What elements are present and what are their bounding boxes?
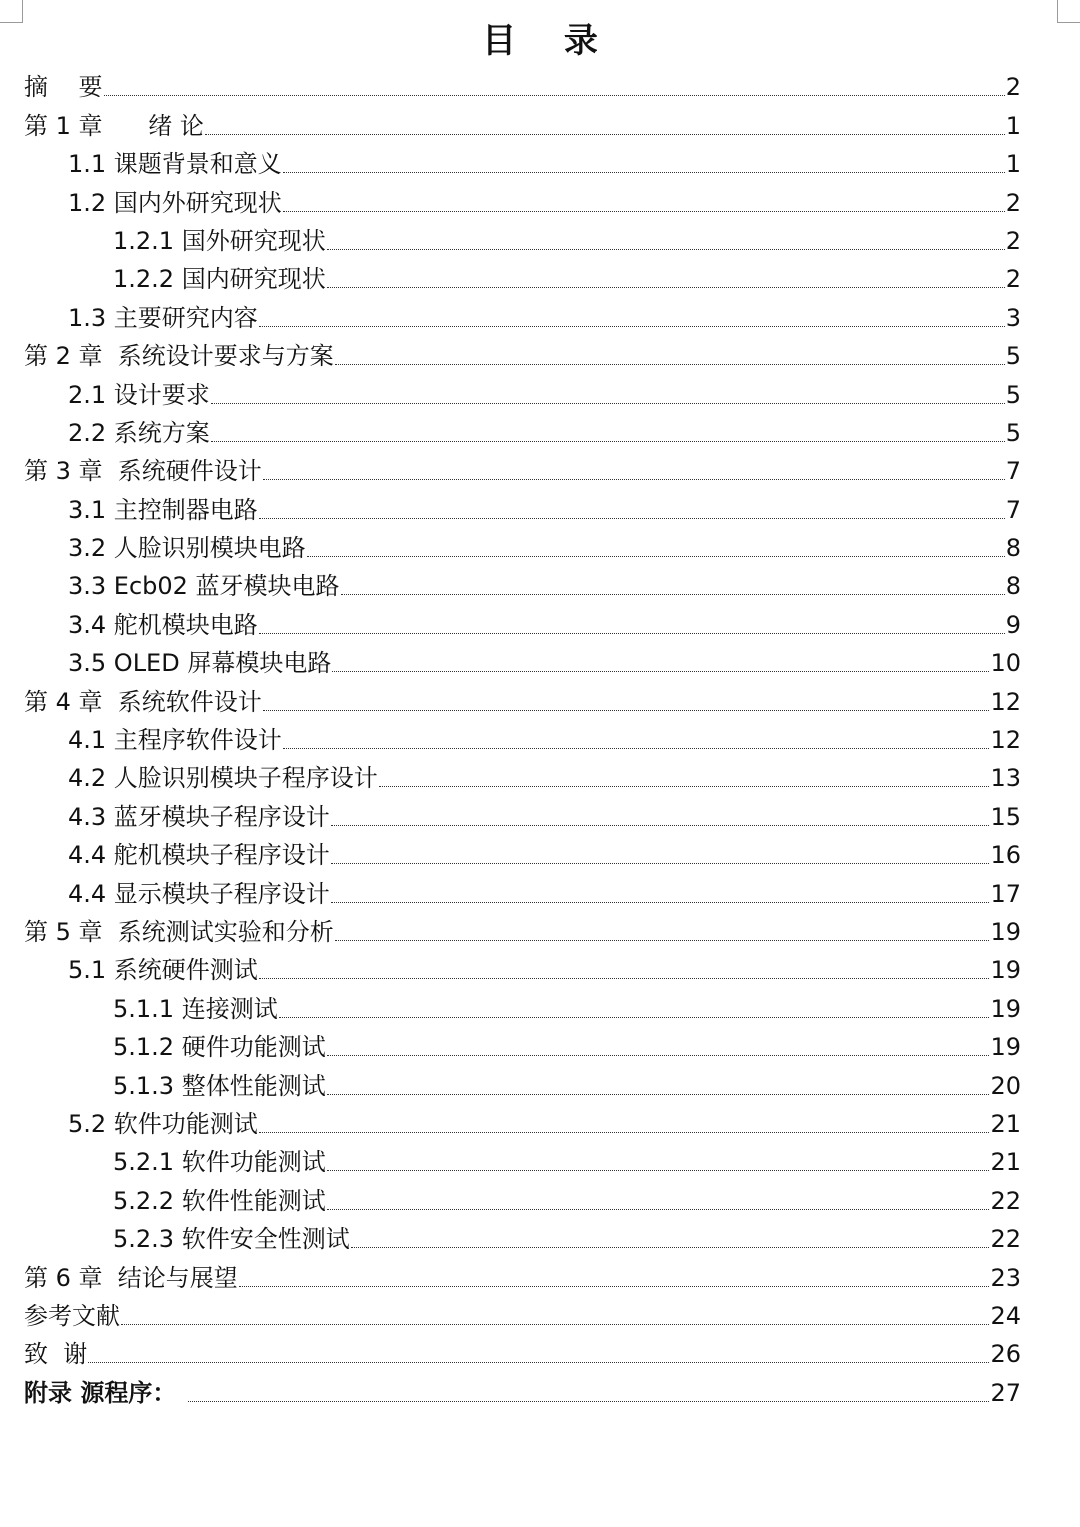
toc-dot-leader (279, 1017, 990, 1018)
toc-entry-label: 3.4 舵机模块电路 (68, 610, 258, 639)
toc-entry-page-number: 12 (990, 726, 1021, 755)
toc-entry[interactable] (24, 985, 1021, 1023)
toc-dot-leader (331, 863, 990, 864)
toc-entry-label: 致 谢 (24, 1340, 88, 1369)
toc-entry[interactable] (24, 486, 1021, 524)
toc-entry-page-number: 1 (1005, 150, 1021, 179)
toc-entry-label: 5.2.1 软件功能测试 (113, 1148, 326, 1177)
toc-entry-label: 4.4 显示模块子程序设计 (68, 879, 330, 908)
toc-entry-label: 2.2 系统方案 (68, 418, 210, 447)
toc-dot-leader (307, 556, 1005, 557)
toc-dot-leader (327, 249, 1005, 250)
toc-dot-leader (188, 1401, 989, 1402)
toc-entry[interactable] (24, 601, 1021, 639)
toc-dot-leader (263, 710, 990, 711)
toc-entry-label: 3.2 人脸识别模块电路 (68, 534, 306, 563)
toc-entry-label: 摘 要 (24, 73, 103, 102)
toc-entry[interactable] (24, 64, 1021, 102)
toc-entry-label: 参考文献 (24, 1301, 120, 1330)
toc-entry-label: 1.2.1 国外研究现状 (113, 226, 326, 255)
toc-entry[interactable] (24, 678, 1021, 716)
toc-entry[interactable] (24, 141, 1021, 179)
toc-entry[interactable] (24, 371, 1021, 409)
toc-entry[interactable] (24, 218, 1021, 256)
toc-entry-page-number: 2 (1005, 188, 1021, 217)
table-of-contents (24, 64, 1021, 1408)
toc-entry-page-number: 19 (990, 994, 1021, 1023)
toc-entry[interactable] (24, 179, 1021, 217)
toc-dot-leader (259, 1132, 990, 1133)
toc-entry[interactable] (24, 793, 1021, 831)
toc-entry-page-number: 21 (990, 1109, 1021, 1138)
toc-entry-page-number: 12 (990, 687, 1021, 716)
toc-entry[interactable] (24, 1177, 1021, 1215)
toc-entry-label: 5.1.3 整体性能测试 (113, 1071, 326, 1100)
toc-entry-label: 5.2.3 软件安全性测试 (113, 1225, 350, 1254)
toc-entry-page-number: 27 (990, 1378, 1021, 1407)
toc-dot-leader (327, 287, 1005, 288)
toc-dot-leader (332, 671, 989, 672)
toc-entry-label: 4.2 人脸识别模块子程序设计 (68, 764, 378, 793)
toc-entry[interactable] (24, 525, 1021, 563)
toc-entry[interactable] (24, 102, 1021, 140)
toc-entry-page-number: 7 (1005, 457, 1021, 486)
toc-entry[interactable] (24, 832, 1021, 870)
toc-entry-page-number: 2 (1005, 265, 1021, 294)
toc-dot-leader (211, 403, 1005, 404)
toc-dot-leader (283, 748, 990, 749)
toc-entry[interactable] (24, 410, 1021, 448)
toc-entry[interactable] (24, 1216, 1021, 1254)
toc-entry-page-number: 3 (1005, 303, 1021, 332)
toc-dot-leader (104, 95, 1005, 96)
toc-dot-leader (341, 594, 1005, 595)
toc-entry-page-number: 9 (1005, 610, 1021, 639)
toc-entry-page-number: 24 (990, 1301, 1021, 1330)
toc-entry-label: 2.1 设计要求 (68, 380, 210, 409)
toc-dot-leader (88, 1362, 989, 1363)
toc-dot-leader (351, 1247, 990, 1248)
toc-entry-label: 第 1 章 绪 论 (24, 111, 204, 140)
toc-entry[interactable] (24, 256, 1021, 294)
toc-entry-label: 1.2 国内外研究现状 (68, 188, 282, 217)
toc-entry-label: 3.5 OLED 屏幕模块电路 (68, 649, 332, 678)
toc-dot-leader (331, 902, 990, 903)
toc-entry-label: 3.3 Ecb02 蓝牙模块电路 (68, 572, 340, 601)
toc-entry[interactable] (24, 870, 1021, 908)
toc-dot-leader (205, 134, 1005, 135)
toc-dot-leader (263, 479, 1005, 480)
toc-entry-label: 4.1 主程序软件设计 (68, 726, 282, 755)
toc-entry-label: 5.1 系统硬件测试 (68, 956, 258, 985)
toc-entry-page-number: 16 (990, 841, 1021, 870)
toc-entry[interactable] (24, 1331, 1021, 1369)
toc-entry-page-number: 22 (990, 1225, 1021, 1254)
toc-dot-leader (259, 518, 1005, 519)
toc-dot-leader (283, 172, 1005, 173)
toc-entry[interactable] (24, 755, 1021, 793)
toc-dot-leader (335, 940, 990, 941)
toc-entry[interactable] (24, 1139, 1021, 1177)
toc-entry[interactable] (24, 563, 1021, 601)
toc-entry-page-number: 2 (1005, 73, 1021, 102)
toc-entry[interactable] (24, 1101, 1021, 1139)
toc-entry-page-number: 7 (1005, 495, 1021, 524)
toc-entry-label: 5.1.2 硬件功能测试 (113, 1033, 326, 1062)
toc-entry-page-number: 8 (1005, 534, 1021, 563)
toc-entry-label: 第 2 章 系统设计要求与方案 (24, 342, 334, 371)
toc-entry[interactable] (24, 294, 1021, 332)
toc-entry-label: 5.2 软件功能测试 (68, 1109, 258, 1138)
toc-entry-label: 1.2.2 国内研究现状 (113, 265, 326, 294)
toc-dot-leader (335, 364, 1005, 365)
toc-entry-label: 3.1 主控制器电路 (68, 495, 258, 524)
toc-entry[interactable] (24, 717, 1021, 755)
toc-entry-label: 4.3 蓝牙模块子程序设计 (68, 802, 330, 831)
toc-entry-label: 第 6 章 结论与展望 (24, 1263, 238, 1292)
toc-entry-label: 1.1 课题背景和意义 (68, 150, 282, 179)
toc-dot-leader (327, 1055, 990, 1056)
toc-entry-page-number: 13 (990, 764, 1021, 793)
toc-entry-page-number: 21 (990, 1148, 1021, 1177)
toc-entry[interactable] (24, 448, 1021, 486)
toc-dot-leader (259, 326, 1005, 327)
toc-entry-page-number: 19 (990, 956, 1021, 985)
toc-entry[interactable] (24, 1254, 1021, 1292)
toc-dot-leader (239, 1286, 990, 1287)
toc-entry[interactable] (24, 1293, 1021, 1331)
toc-entry-page-number: 5 (1005, 380, 1021, 409)
toc-entry[interactable] (24, 909, 1021, 947)
toc-entry[interactable] (24, 1024, 1021, 1062)
toc-entry-label: 附录 源程序： (24, 1378, 177, 1407)
toc-dot-leader (327, 1094, 990, 1095)
toc-dot-leader (379, 786, 990, 787)
toc-entry-page-number: 19 (990, 917, 1021, 946)
toc-entry-page-number: 17 (990, 879, 1021, 908)
toc-dot-leader (121, 1324, 989, 1325)
toc-entry[interactable] (24, 947, 1021, 985)
toc-dot-leader (327, 1170, 990, 1171)
toc-entry[interactable] (24, 1369, 1021, 1407)
toc-dot-leader (327, 1209, 990, 1210)
toc-entry-page-number: 26 (990, 1340, 1021, 1369)
toc-dot-leader (331, 825, 990, 826)
toc-entry-page-number: 20 (990, 1071, 1021, 1100)
toc-entry-label: 4.4 舵机模块子程序设计 (68, 841, 330, 870)
toc-entry[interactable] (24, 1062, 1021, 1100)
page-title: 目 录 (482, 21, 616, 61)
toc-entry-page-number: 1 (1005, 111, 1021, 140)
toc-entry-page-number: 8 (1005, 572, 1021, 601)
toc-dot-leader (259, 978, 990, 979)
toc-entry-page-number: 19 (990, 1033, 1021, 1062)
toc-dot-leader (259, 633, 1005, 634)
toc-entry-page-number: 10 (990, 649, 1021, 678)
toc-entry-label: 5.1.1 连接测试 (113, 994, 278, 1023)
toc-entry-page-number: 5 (1005, 342, 1021, 371)
toc-entry-page-number: 2 (1005, 226, 1021, 255)
toc-entry-page-number: 5 (1005, 418, 1021, 447)
toc-entry-label: 第 3 章 系统硬件设计 (24, 457, 262, 486)
toc-entry[interactable] (24, 333, 1021, 371)
toc-entry-label: 第 5 章 系统测试实验和分析 (24, 917, 334, 946)
toc-entry-page-number: 22 (990, 1186, 1021, 1215)
toc-entry-label: 5.2.2 软件性能测试 (113, 1186, 326, 1215)
toc-dot-leader (283, 211, 1005, 212)
toc-entry-page-number: 23 (990, 1263, 1021, 1292)
toc-entry-label: 第 4 章 系统软件设计 (24, 687, 262, 716)
toc-entry-page-number: 15 (990, 802, 1021, 831)
toc-dot-leader (211, 441, 1005, 442)
toc-entry-label: 1.3 主要研究内容 (68, 303, 258, 332)
toc-entry[interactable] (24, 640, 1021, 678)
